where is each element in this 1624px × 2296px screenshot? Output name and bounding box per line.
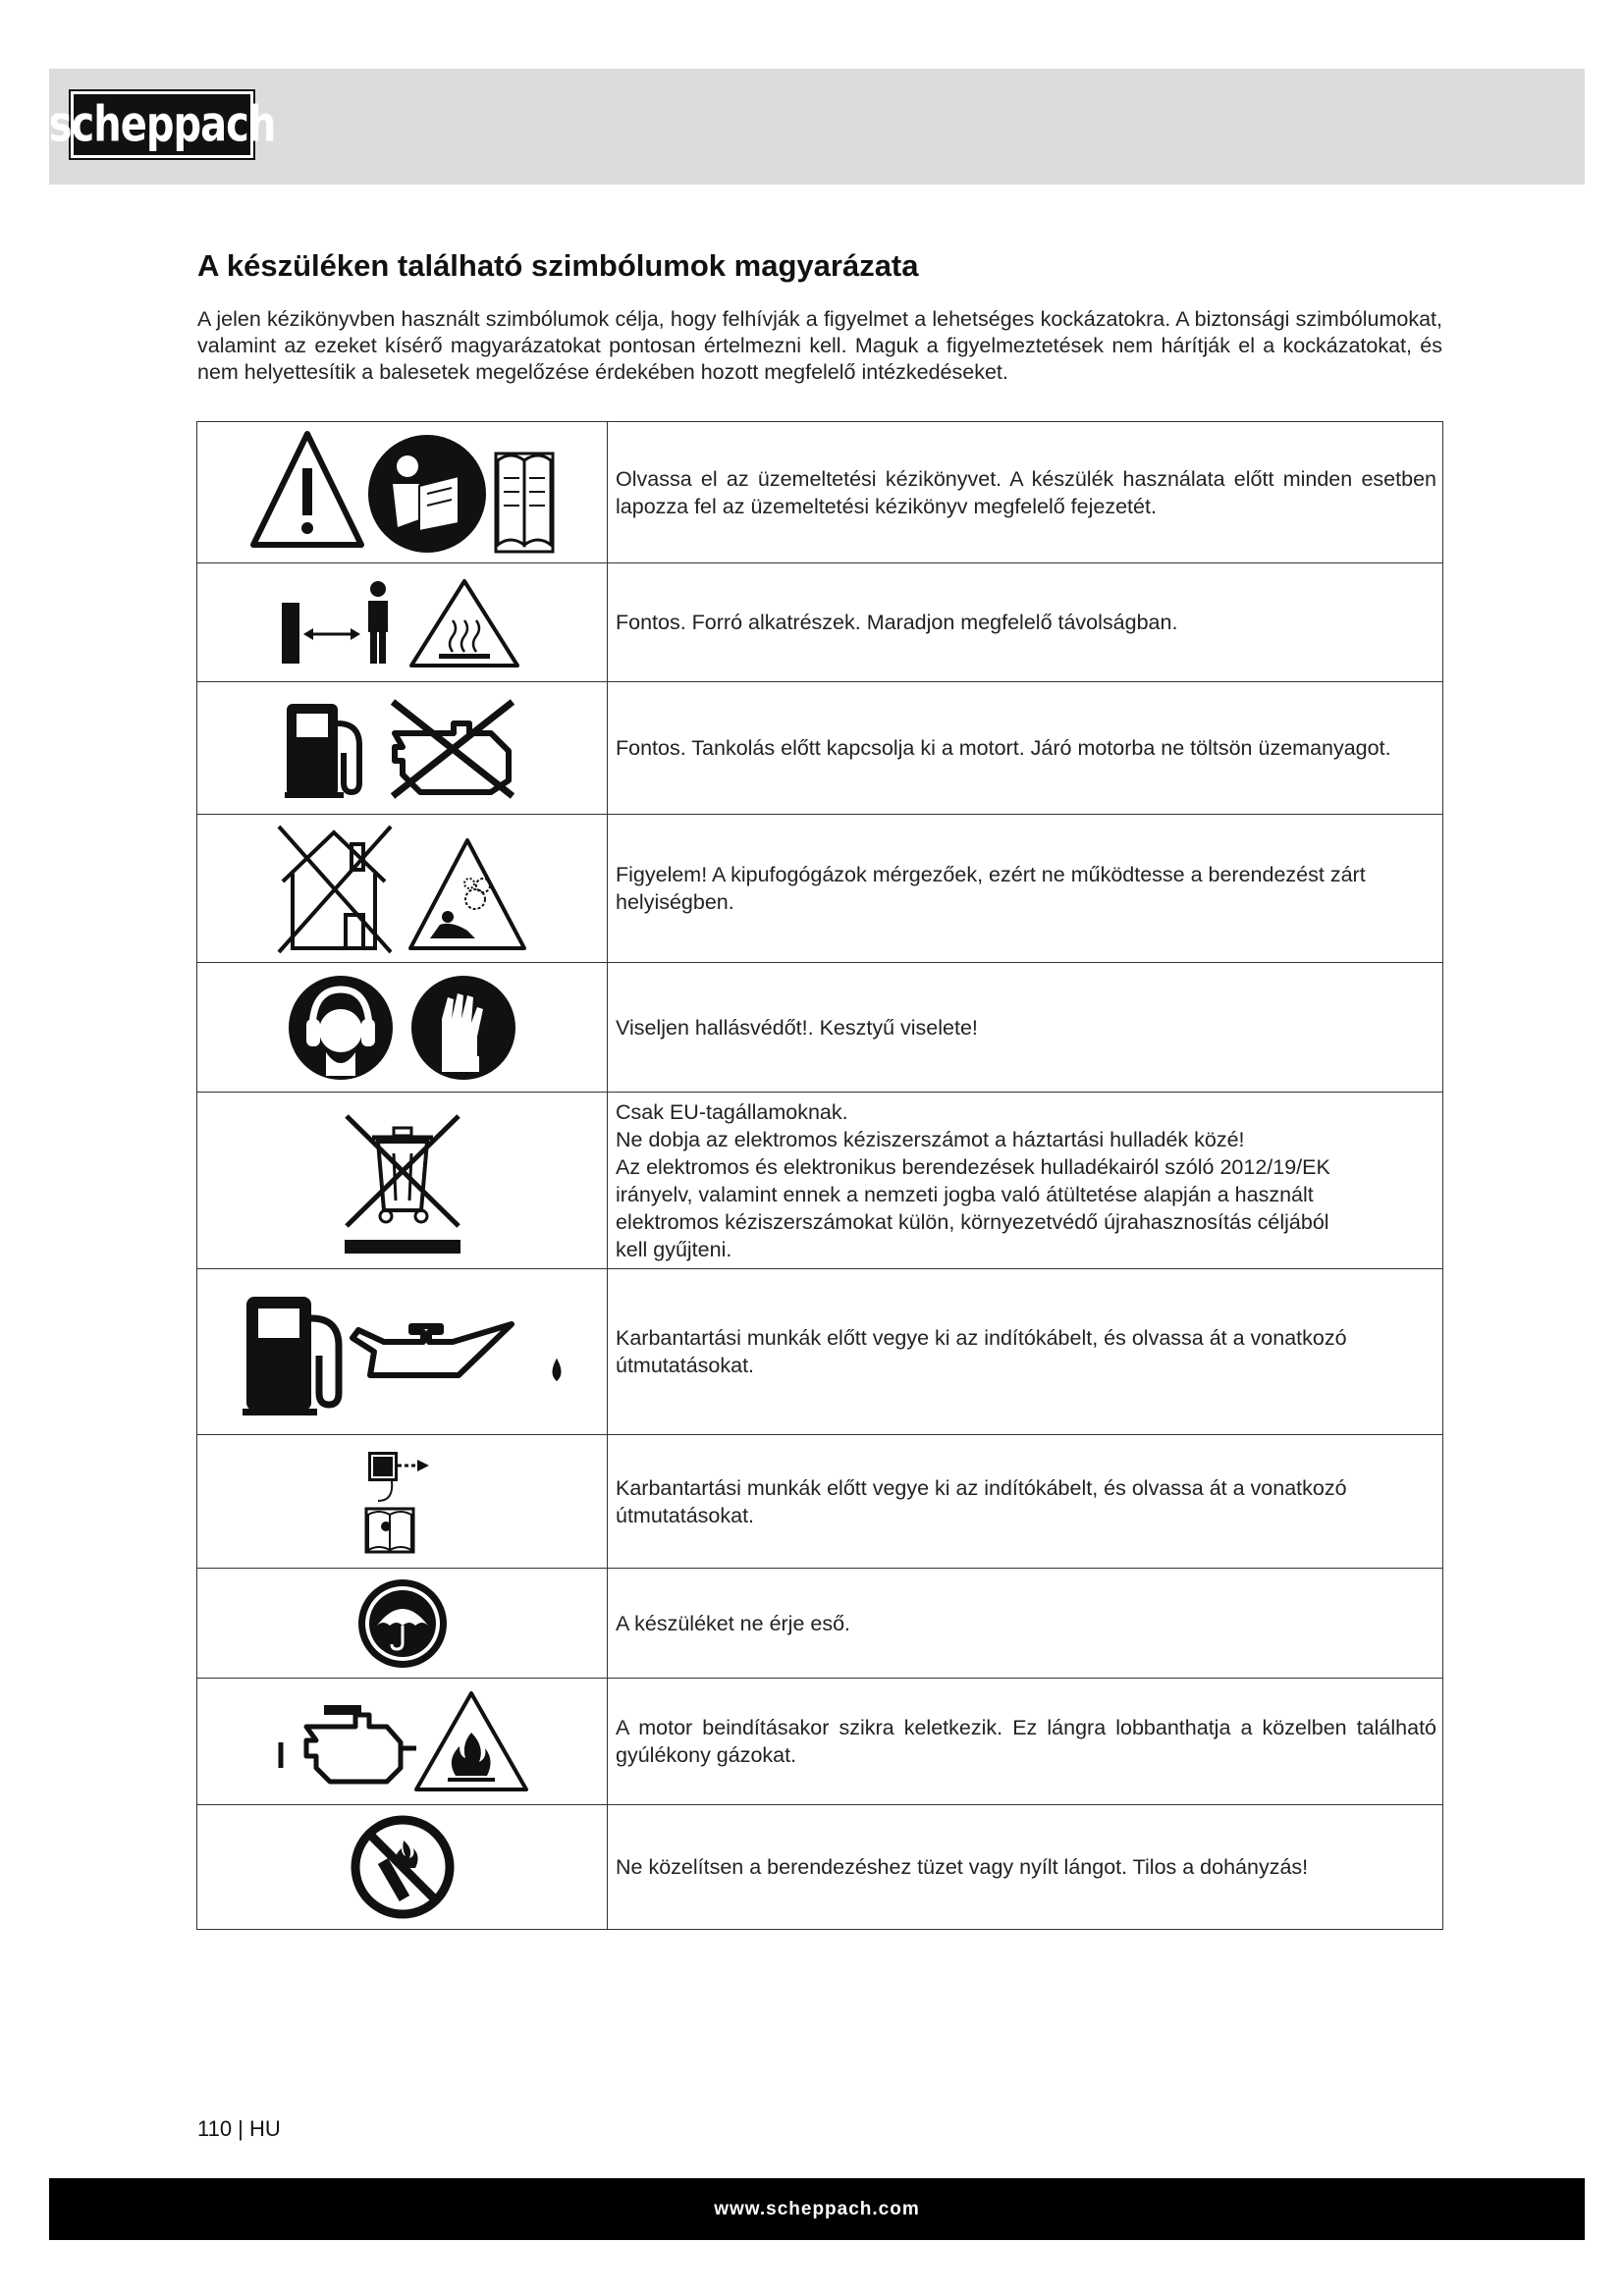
footer-bar bbox=[49, 2178, 1585, 2240]
table-row bbox=[197, 1269, 1443, 1435]
table-row bbox=[197, 563, 1443, 682]
description-cell: Olvassa el az üzemeltetési kézikönyvet. A készülék használata előtt minden esetben lapozza fel az üzemeltetési kézikönyv megfelelő fejezetét. bbox=[608, 422, 1443, 563]
unplug-read-manual-icon bbox=[366, 1452, 429, 1552]
description-cell: A motor beindításakor szikra keletkezik. Ez lángra lobbanthatja a közelben található gyúlékony gázokat. bbox=[608, 1679, 1443, 1805]
read-manual-icon bbox=[368, 435, 486, 553]
icon-cell bbox=[197, 1435, 608, 1569]
description-cell: Fontos. Forró alkatrészek. Maradjon megfelelő távolságban. bbox=[608, 563, 1443, 682]
intro-paragraph: A jelen kézikönyvben használt szimbólumok célja, hogy felhívják a figyelmet a lehetséges kockázatokra. A biztonsági szimbólumokat, valamint az ezeket kísérő magyarázatokat pontosan értelmezni kell. Maguk a figyelmeztetések nem hárítják el a kockázatokat, és nem helyettesítik a balesetek megelőzése érdekében hozott megfelelő intézkedéseket. bbox=[197, 307, 1442, 384]
table-row bbox=[197, 1805, 1443, 1930]
logo-text: scheppach bbox=[48, 96, 276, 153]
weee-line: kell gyűjteni. bbox=[616, 1237, 732, 1261]
gloves-icon bbox=[411, 976, 515, 1080]
weee-line: irányelv, valamint ennek a nemzeti jogba való átültetése alapján a használt bbox=[616, 1182, 1314, 1206]
header-bar bbox=[49, 69, 1585, 185]
icon-cell bbox=[197, 1805, 608, 1930]
footer-url[interactable]: www.scheppach.com bbox=[714, 2198, 920, 2219]
no-refuel-running-engine-icon bbox=[393, 702, 513, 796]
description-cell: Figyelem! A kipufogógázok mérgezőek, ezért ne működtesse a berendezést zárt helyiségben. bbox=[608, 815, 1443, 963]
table-row bbox=[197, 815, 1443, 963]
oil-can-icon bbox=[352, 1324, 560, 1379]
fuel-pump-icon bbox=[243, 1297, 339, 1415]
icon-cell bbox=[197, 1679, 608, 1805]
symbols-table bbox=[196, 421, 1443, 1930]
warning-triangle-icon bbox=[253, 434, 361, 545]
description-cell: Fontos. Tankolás előtt kapcsolja ki a motort. Járó motorba ne töltsön üzemanyagot. bbox=[608, 682, 1443, 815]
hot-surface-warning-icon bbox=[411, 581, 517, 666]
flammable-warning-icon bbox=[416, 1693, 526, 1789]
protect-from-rain-icon bbox=[358, 1579, 447, 1668]
description-cell: Karbantartási munkák előtt vegye ki az indítókábelt, és olvassa át a vonatkozó útmutatásokat. bbox=[608, 1435, 1443, 1569]
table-row bbox=[197, 1435, 1443, 1569]
description-cell: Karbantartási munkák előtt vegye ki az indítókábelt, és olvassa át a vonatkozó útmutatásokat. bbox=[608, 1269, 1443, 1435]
icon-cell bbox=[197, 1569, 608, 1679]
weee-line: Az elektromos és elektronikus berendezések hulladékairól szóló 2012/19/EK bbox=[616, 1154, 1330, 1179]
table-row bbox=[197, 963, 1443, 1093]
weee-line: elektromos kéziszerszámokat külön, környezetvédő újrahasznosítás céljából bbox=[616, 1209, 1329, 1234]
icon-cell bbox=[197, 1093, 608, 1269]
keep-distance-icon bbox=[282, 581, 388, 664]
no-indoor-use-icon bbox=[279, 827, 391, 952]
icon-cell bbox=[197, 963, 608, 1093]
weee-line: Ne dobja az elektromos kéziszerszámot a háztartási hulladék közé! bbox=[616, 1127, 1245, 1151]
table-row bbox=[197, 1569, 1443, 1679]
ear-protection-icon bbox=[289, 976, 393, 1080]
no-open-flame-icon bbox=[355, 1820, 450, 1914]
scheppach-logo bbox=[48, 91, 276, 158]
description-cell bbox=[608, 1093, 1443, 1269]
icon-cell bbox=[197, 563, 608, 682]
page-title: A készüléken található szimbólumok magyarázata bbox=[197, 248, 919, 283]
table-row bbox=[197, 682, 1443, 815]
fuel-pump-icon bbox=[285, 704, 359, 798]
table-row bbox=[197, 422, 1443, 563]
toxic-fumes-warning-icon bbox=[410, 840, 524, 948]
weee-crossed-bin-icon bbox=[345, 1116, 460, 1254]
weee-line: Csak EU-tagállamoknak. bbox=[616, 1099, 848, 1124]
icon-cell bbox=[197, 1269, 608, 1435]
icon-cell bbox=[197, 815, 608, 963]
description-cell: A készüléket ne érje eső. bbox=[608, 1569, 1443, 1679]
table-row bbox=[197, 1093, 1443, 1269]
table-row bbox=[197, 1679, 1443, 1805]
description-cell: Viseljen hallásvédőt!. Kesztyű viselete! bbox=[608, 963, 1443, 1093]
page-number: 110 | HU bbox=[197, 2116, 281, 2141]
icon-cell bbox=[197, 682, 608, 815]
description-cell: Ne közelítsen a berendezéshez tüzet vagy nyílt lángot. Tilos a dohányzás! bbox=[608, 1805, 1443, 1930]
icon-cell bbox=[197, 422, 608, 563]
open-book-icon bbox=[496, 454, 553, 552]
engine-icon bbox=[281, 1705, 416, 1782]
